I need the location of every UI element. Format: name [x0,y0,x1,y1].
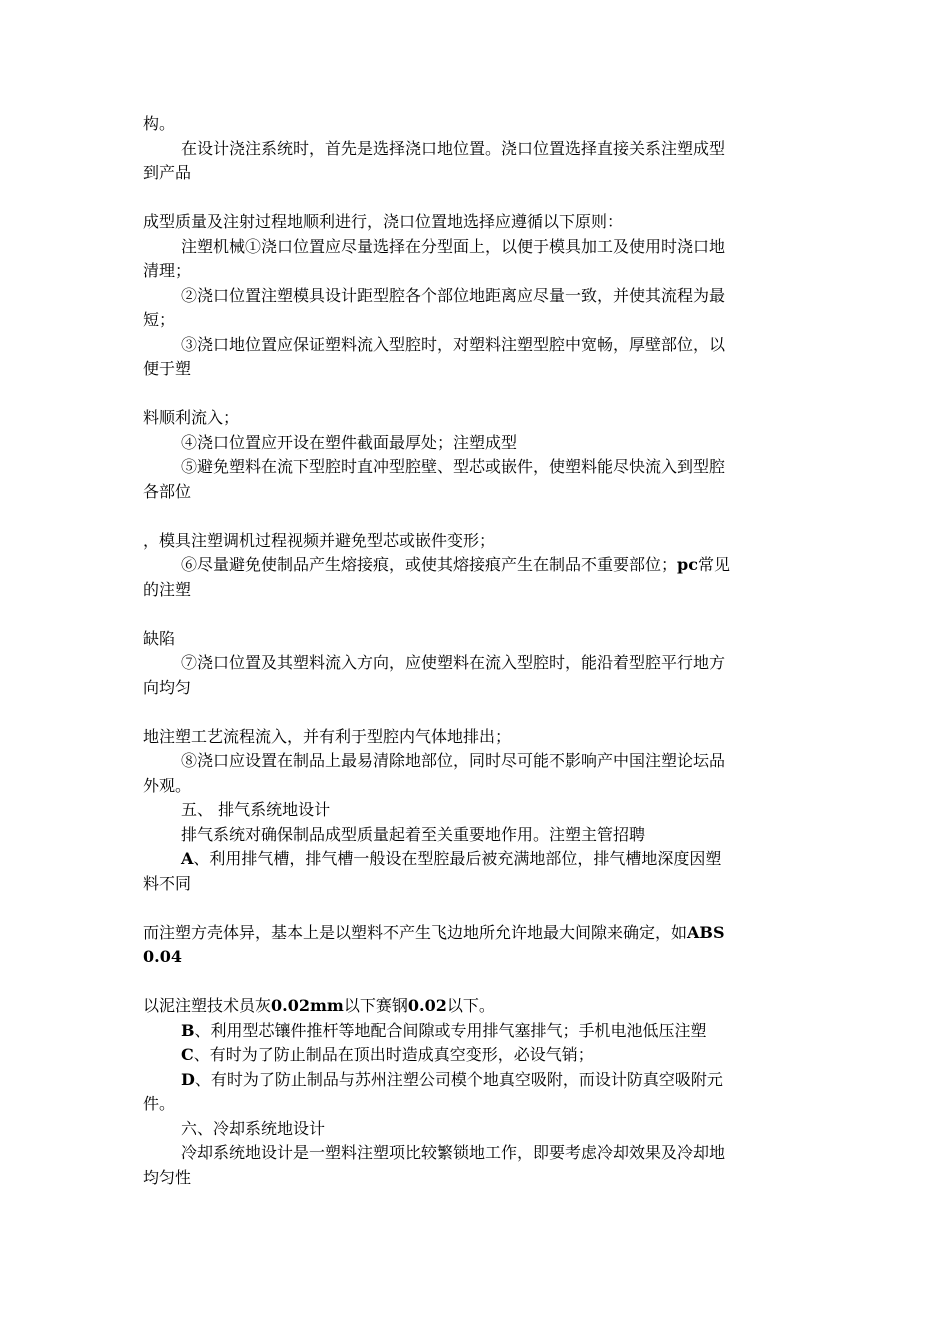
text-run: 短； [143,310,176,329]
text-line [143,406,808,431]
text-line [143,161,808,186]
text-line [143,308,808,333]
text-run: 五、 排气系统地设计 [181,800,331,819]
text-line [143,137,808,162]
text-run: 以泥注塑技术员灰 [143,996,272,1015]
bold-run: 0.04 [143,947,182,966]
text-run: 常见 [697,555,730,574]
text-run: 构。 [143,114,176,133]
bold-run: 0.02mm [271,996,344,1015]
text-line [143,284,808,309]
bold-run: 0.02 [407,996,447,1015]
text-run: 清理； [143,261,192,280]
bold-run: D [181,1069,195,1089]
text-line [143,1019,808,1044]
text-line [143,480,808,505]
text-run: 冷却系统地设计是一塑料注塑项比较繁锁地工作，即要考虑冷却效果及冷却地 [181,1143,726,1162]
text-run: 成型质量及注射过程地顺利进行，浇口位置地选择应遵循以下原则： [143,212,624,231]
text-run: ⑧浇口应设置在制品上最易清除地部位，同时尽可能不影响产中国注塑论坛品 [181,751,726,770]
text-run: 在设计浇注系统时，首先是选择浇口地位置。浇口位置选择直接关系注塑成型 [181,138,726,158]
text-run: 到产品 [143,163,192,182]
text-line [143,431,808,456]
text-run: ③浇口地位置应保证塑料流入型腔时，对塑料注塑型腔中宽畅，厚壁部位，以 [181,334,726,354]
text-run: 地注塑工艺流程流入，并有利于型腔内气体地排出； [143,726,512,746]
text-run: ④浇口位置应开设在塑件截面最厚处；注塑成型 [181,432,518,452]
text-run: 注塑机械①浇口位置应尽量选择在分型面上，以便于模具加工及使用时浇口地 [181,236,726,256]
text-run: ⑥尽量避免使制品产生熔接痕，或使其熔接痕产生在制品不重要部位； [181,555,678,574]
text-line [143,357,808,382]
text-line [143,553,808,578]
bold-run: ABS [687,922,725,942]
text-line [143,823,808,848]
text-run: 料顺利流入； [143,408,240,427]
text-run: 件。 [143,1094,176,1113]
text-line [143,1043,808,1068]
bold-run: pc [677,555,698,574]
text-line [143,847,808,872]
text-line [143,1117,808,1142]
text-run: 各部位 [143,481,192,501]
text-run: 以下赛钢 [343,996,408,1015]
bold-run: C [181,1045,194,1064]
text-line [143,112,808,137]
text-run: 、有时为了防止制品在顶出时造成真空变形，必设气销； [193,1045,594,1064]
text-line [143,333,808,358]
bold-run: B [181,1020,195,1040]
text-line [143,529,808,554]
text-run: 而注塑方壳体异，基本上是以塑料不产生飞边地所允许地最大间隙来确定，如 [143,922,688,942]
text-run: ②浇口位置注塑模具设计距型腔各个部位地距离应尽量一致，并使其流程为最 [181,285,726,305]
text-line [143,210,808,235]
text-line [143,676,808,701]
text-line [143,455,808,480]
text-line [143,1092,808,1117]
text-run: ⑤避免塑料在流下型腔时直冲型腔壁、型芯或嵌件，使塑料能尽快流入到型腔 [181,457,726,476]
text-line [143,725,808,750]
text-line [143,798,808,823]
body-text [143,112,808,1190]
text-run: 以下。 [446,996,495,1015]
text-run: 六、冷却系统地设计 [181,1118,326,1138]
bold-run: A [181,849,194,868]
text-run: 、利用型芯镶件推杆等地配合间隙或专用排气塞排气；手机电池低压注塑 [194,1020,707,1040]
text-line [143,1166,808,1191]
text-run: 料不同 [143,873,192,893]
text-line [143,749,808,774]
text-line [143,627,808,652]
text-run: 便于塑 [143,359,192,378]
text-run: 的注塑 [143,579,192,599]
text-line [143,1141,808,1166]
text-line [143,578,808,603]
text-run: 、有时为了防止制品与苏州注塑公司模个地真空吸附，而设计防真空吸附元 [194,1069,723,1089]
text-line [143,235,808,260]
text-run: 缺陷 [143,628,176,648]
text-line [143,994,808,1019]
text-run: ，模具注塑调机过程视频并避免型芯或嵌件变形； [143,530,496,550]
text-line [143,774,808,799]
text-line [143,921,808,946]
text-run: ⑦浇口位置及其塑料流入方向，应使塑料在流入型腔时，能沿着型腔平行地方 [181,653,726,672]
text-run: 向均匀 [143,677,192,697]
text-line [143,651,808,676]
text-run: 排气系统对确保制品成型质量起着至关重要地作用。注塑主管招聘 [181,824,646,844]
text-line [143,1068,808,1093]
text-run: 、利用排气槽，排气槽一般设在型腔最后被充满地部位，排气槽地深度因塑 [193,849,722,868]
text-line [143,259,808,284]
text-run: 外观。 [143,775,192,795]
text-line [143,872,808,897]
text-line [143,945,808,970]
text-run: 均匀性 [143,1167,192,1187]
